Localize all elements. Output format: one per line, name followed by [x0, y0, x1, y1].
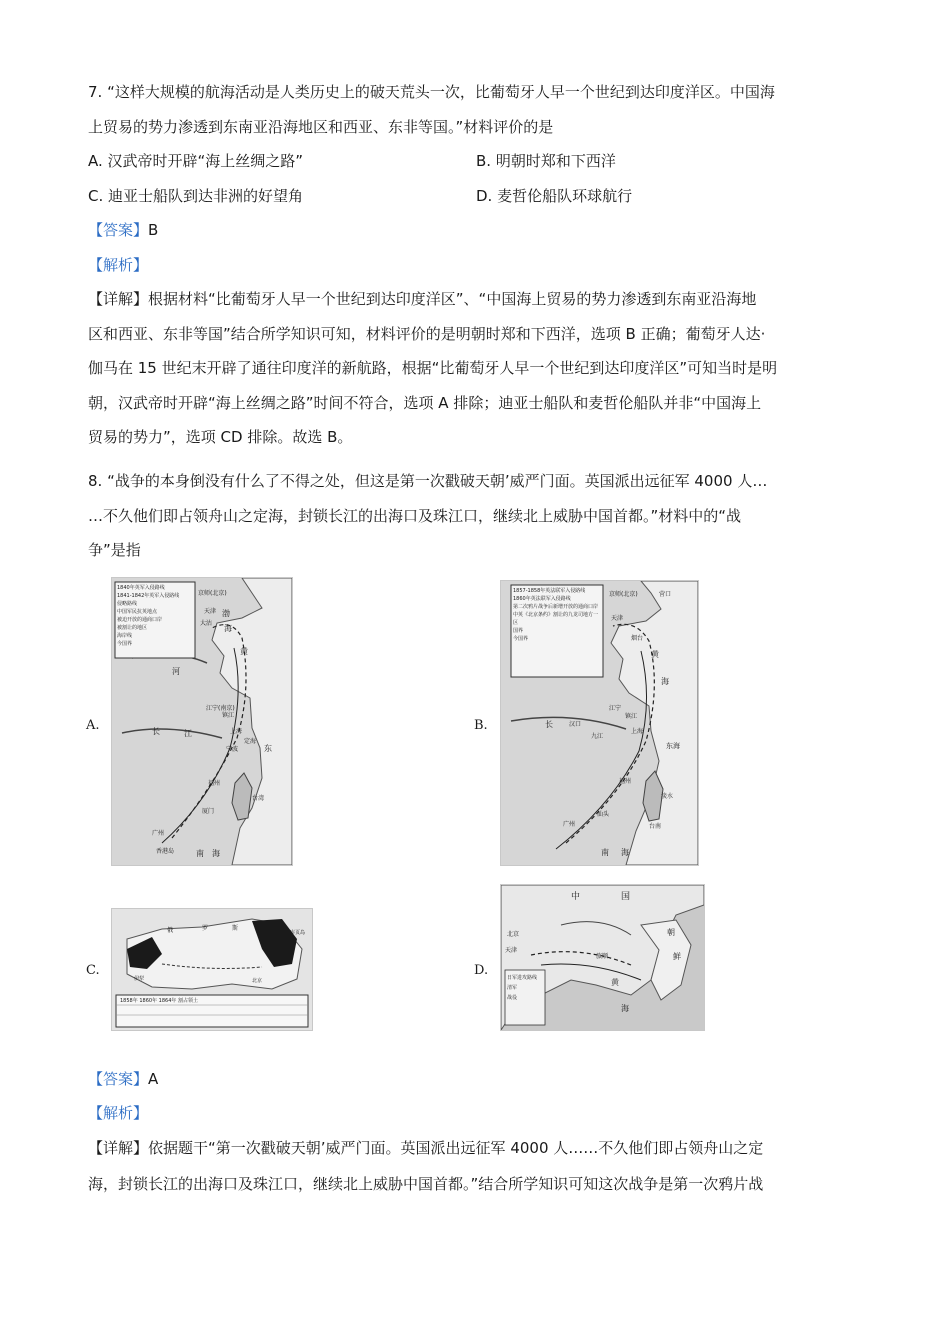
q7-option-c: C. 迪亚士船队到达非洲的好望角: [88, 187, 304, 205]
place-label: 黄: [240, 647, 248, 656]
place-label: 长: [545, 720, 553, 729]
q8-label-d: D.: [474, 963, 489, 978]
place-label: 江宁(南京): [206, 705, 235, 712]
place-label: 福州: [619, 778, 632, 785]
place-label: 罗: [202, 925, 209, 932]
place-label: 黄: [611, 978, 619, 987]
detail-text: 依据题干“第一次戳破天朝’威严门面。英国派出远征军 4000 人……不久他们即占领舟山之定: [148, 1139, 764, 1157]
place-label: 厦门: [202, 808, 215, 815]
legend-item: 1857-1858年英法联军入侵路线: [513, 588, 586, 594]
answer-tag: 【答案】: [88, 221, 149, 239]
place-label: 京师(北京): [609, 591, 638, 598]
legend-item: 1864年: [158, 998, 177, 1004]
legend-item: 今国界: [117, 641, 133, 647]
place-label: 上海: [631, 728, 644, 735]
legend-item: 1860年英法联军入侵路线: [513, 596, 571, 602]
place-label: 库页岛: [290, 930, 306, 936]
legend-item: 侵略路线: [117, 601, 138, 607]
map-c-svg: [112, 909, 312, 1030]
place-label: 南: [196, 849, 204, 858]
legend-item: 中国军民抗英地点: [117, 609, 158, 615]
place-label: 鲜: [673, 952, 681, 961]
place-label: 广州: [152, 830, 165, 837]
answer-value: A: [148, 1070, 159, 1088]
legend-item: 今国界: [513, 636, 529, 642]
place-label: 北京: [252, 978, 263, 984]
place-label: 俄: [167, 927, 174, 934]
q8-label-a: A.: [86, 718, 100, 733]
place-label: 渤: [222, 609, 230, 618]
map-c-legend: [120, 997, 198, 1006]
place-label: 上海: [230, 728, 243, 735]
map-d-legend: [507, 973, 543, 1003]
place-label: 斯: [232, 925, 239, 932]
legend-item: 海岸线: [117, 633, 133, 639]
legend-item: 1840年英军入侵路线: [117, 585, 165, 591]
place-label: 天津: [204, 608, 217, 615]
detail-text: 根据材料“比葡萄牙人早一个世纪到达印度洋区”、“中国海上贸易的势力渗透到东南亚沿海地: [148, 290, 757, 308]
place-label: 北京: [507, 931, 520, 938]
place-label: 九江: [591, 733, 604, 740]
place-label: 汉口: [569, 721, 582, 728]
place-label: 黄: [651, 650, 659, 659]
place-label: 海: [212, 849, 220, 858]
q7-detail-line2: 区和西亚、东非等国”结合所学知识可知，材料评价的是明朝时郑和下西洋，选项 B 正确；葡萄牙人达·: [88, 325, 766, 343]
legend-item: 1860年: [139, 998, 158, 1004]
legend-item: 战役: [507, 995, 518, 1001]
place-label: 定海: [244, 738, 257, 745]
q8-stem-line3: 争”是指: [88, 541, 141, 559]
place-label: 河: [172, 667, 180, 676]
place-label: 香港岛: [156, 848, 175, 855]
answer-value: B: [148, 221, 159, 239]
legend-item: 被迫开放的通商口岸: [117, 617, 163, 623]
map-c-territory-loss: [111, 908, 313, 1031]
place-label: 中: [571, 892, 581, 902]
place-label: 海: [621, 1004, 629, 1013]
q8-label-c: C.: [86, 963, 100, 978]
q7-option-b: B. 明朝时郑和下西洋: [476, 152, 616, 170]
q7-analysis-tag: 【解析】: [88, 256, 149, 274]
legend-item: 清军: [507, 985, 518, 991]
legend-item: 1841-1842年英军入侵路线: [117, 593, 180, 599]
q8-detail-line2: 海，封锁长江的出海口及珠江口，继续北上威胁中国首都。”结合所学知识可知这次战争是第一次鸦片战: [88, 1175, 764, 1193]
place-label: 京师(北京): [198, 590, 227, 597]
place-label: 大沽: [200, 620, 213, 627]
place-label: 营口: [659, 591, 672, 598]
q8-stem-line1: 8. “战争的本身倒没有什么了不得之处，但这是第一次戳破天朝’威严门面。英国派出远征军 4000 人…: [88, 472, 768, 490]
q7-option-a: A. 汉武帝时开辟“海上丝绸之路”: [88, 152, 304, 170]
place-label: 镇江: [222, 712, 235, 719]
legend-item: 国界: [513, 628, 524, 634]
place-label: 东: [264, 744, 272, 753]
place-label: 江宁: [609, 705, 622, 712]
place-label: 旅顺: [596, 953, 609, 960]
place-label: 汕头: [597, 811, 610, 818]
q7-stem-line2: 上贸易的势力渗透到东南亚沿海地区和西亚、东非等国。”材料评价的是: [88, 118, 554, 136]
place-label: 福州: [208, 780, 221, 787]
answer-tag: 【答案】: [88, 1070, 149, 1088]
legend-item: 中英《北京条约》割让的九龙司地方一区: [513, 612, 599, 626]
map-a-opium-war-1: [111, 577, 293, 866]
place-label: 国: [621, 892, 631, 902]
place-label: 江: [184, 729, 192, 738]
q7-detail-line5: 贸易的势力”，选项 CD 排除。故选 B。: [88, 428, 353, 446]
map-a-legend: [117, 584, 193, 648]
place-label: 长: [152, 727, 160, 736]
map-b-opium-war-2: [500, 580, 699, 866]
q7-answer: [88, 220, 158, 240]
place-label: 海: [621, 848, 629, 857]
q8-detail-line1: [88, 1138, 763, 1158]
q7-detail-line3: 伽马在 15 世纪末开辟了通往印度洋的新航路，根据“比葡萄牙人早一个世纪到达印度洋区”可知当时是明: [88, 359, 778, 377]
q7-option-d: D. 麦哲伦船队环球航行: [476, 187, 633, 205]
place-label: 朝: [667, 928, 675, 937]
place-label: 宁波: [226, 746, 239, 753]
q8-answer: [88, 1069, 158, 1089]
place-label: 南: [601, 848, 609, 857]
legend-item: 第二次鸦片战争后新增开放的通商口岸: [513, 604, 599, 610]
place-label: 伊犁: [134, 976, 145, 982]
place-label: 天津: [505, 947, 518, 954]
map-d-sino-japanese-war: [500, 884, 705, 1031]
place-label: 海: [661, 677, 669, 686]
q7-detail-line4: 朝，汉武帝时开辟“海上丝绸之路”时间不符合，选项 A 排除；迪亚士船队和麦哲伦船队并非“中国海上: [88, 394, 762, 412]
legend-item: 割占领土: [177, 998, 198, 1004]
q8-stem-line2: …不久他们即占领舟山之定海，封锁长江的出海口及珠江口，继续北上威胁中国首都。”材料中的“战: [88, 507, 742, 525]
place-label: 镇江: [625, 713, 638, 720]
legend-item: 日军进攻路线: [507, 975, 538, 981]
detail-tag: 【详解】: [88, 1139, 149, 1157]
place-label: 台南: [649, 823, 662, 830]
legend-item: 1858年: [120, 998, 138, 1004]
q8-label-b: B.: [474, 718, 488, 733]
place-label: 烟台: [631, 635, 644, 642]
detail-tag: 【详解】: [88, 290, 149, 308]
place-label: 台湾: [252, 795, 265, 802]
place-label: 东海: [666, 742, 680, 750]
q7-stem-line1: 7. “这样大规模的航海活动是人类历史上的破天荒头一次，比葡萄牙人早一个世纪到达印度洋区。中国海: [88, 83, 775, 101]
place-label: 广州: [563, 821, 576, 828]
place-label: 天津: [611, 615, 624, 622]
place-label: 淡水: [661, 793, 674, 800]
map-b-legend: [513, 587, 601, 643]
q7-detail-line1: [88, 289, 756, 309]
q8-analysis-tag: 【解析】: [88, 1104, 149, 1122]
legend-item: 被割让的地区: [117, 625, 148, 631]
place-label: 海: [224, 624, 232, 633]
